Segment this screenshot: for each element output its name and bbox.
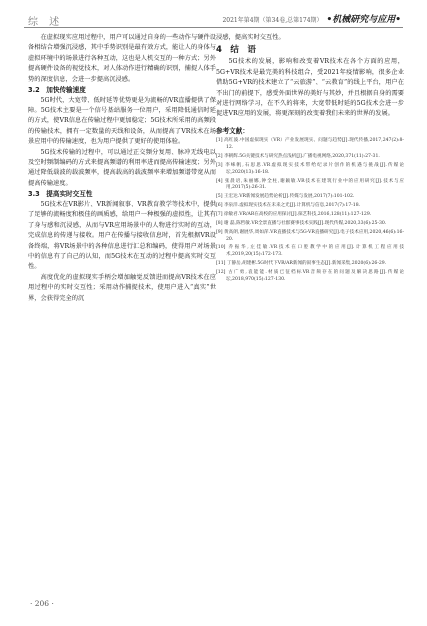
paragraph: 5G技术的发展，影响和改变着VR技术在各个方面的应用，5G+VR技术是最完美的科技组合，受2021年疫情影响，很多企业借助5G+VR的技术建立了“云旅游”、“云教育”的线上平台，用户在不出门的前提下，感受外面世界的美好与其妙，并且根据自身的需要对进行网络学习，在不久的将来，大宽带低时延的5G技术会进一步促进VR应用的发展，将更深刻的改变着我们未来的世界的发展。 <box>216 58 404 118</box>
running-header-journal <box>222 12 401 25</box>
header-rule <box>24 27 403 28</box>
reference-item: [11] 丁静岳,胡建彬.5G时代下VR/AR新闻的叙事生态[J].新闻采集,2020(6):26-29. <box>216 261 387 267</box>
reference-item: [6] 李泉洋.虚拟现实技术在未来之光[J].计算机与信息,2017(7):17-18. <box>216 203 361 209</box>
reference-item: [12] 古广勇,袁能能.材质已征档标VR音频存在的问题及解决思路[J].传媒论坛,2018,970(15):127-130. <box>216 270 404 282</box>
paragraph: 高度优化的虚拟现实手柄会增加触觉反馈进而提高VR技术在应用过程中的实时交互性；采用动作捕捉技术，使用户进入“真实”世界，会获得完全的沉 <box>28 273 216 302</box>
reference-item: [4] 张晨语,朱丽娜,钟全柱,谢颖敏.VR技术在建筑行业中的应用研究[J].技术与应用,2017(5):26-31. <box>216 178 404 191</box>
reference-item: [7] 徐敏君.VR/AR在高校的应用探讨[J].探艺科技,2016,128(11):127-129. <box>216 211 372 217</box>
left-column <box>28 33 216 304</box>
reference-item: [5] 王宏达.VR新闻发展趋势论析[J].传媒与发展,2017(7):101-102. <box>216 194 355 200</box>
paragraph: 浸感，提高实时交互性。 <box>216 34 285 41</box>
paragraph: 5G技术在VR影片、VR新闻叙事、VR教育教学等技术中，提供了足够的流畅度和极佳的画质感，给用户一种极强的虚拟性，让其有了身与感和沉浸感，从而与VR应用场景中的人物进行实时的互动，完成信息的传递与接收。用户在传播与接收信息时，首先根据VR设备终端，将VR场景中的各种信息进行汇总和编码，使得用户对场景中的信息有了自己的认知，而5G技术在互动的过程中提高实时交互性。 <box>28 200 216 271</box>
reference-item: [2] 李朝辉.5G关键技术与研究热点浅析[J].广播电视网络,2020,371(11):27-31. <box>216 153 380 159</box>
reference-item: [8] 谢 磊,陈哲敏.VR全景直播与社群赛事技术实践[J].现代传媒,2020,33(6):25-30. <box>216 220 387 226</box>
reference-list <box>216 138 404 283</box>
reference-item: [1] 高红波.中国虚拟现实（VR）产业发展现实、问题与趋势[J].现代传播,2017,247(2):8-12. <box>216 138 404 151</box>
paragraph: 5G技术传输的过程中，可以通过正交频分复用、脉冲无线电以及空时频制编码的方式来提高频谱的利用率进而提高传输速度；另外通过降低载波的载波频率，提高载高的载波频率来增加频谱带宽从而提高传输速度。 <box>28 148 216 187</box>
reference-item: [9] 黄高朗,谢展华,周如萍.VR直播技术与5G-VR直播研究[J].电子技术应用,2020,46(6):16-20. <box>216 229 404 242</box>
section-heading-3-3: 3.3 提高实时交互性 <box>28 190 93 199</box>
page-number: · 206 · <box>30 599 54 608</box>
right-column <box>216 33 404 286</box>
section-heading-3-2: 3.2 加快传输速度 <box>28 86 86 95</box>
section-heading-4: 4 结 语 <box>216 45 256 56</box>
paragraph: 在虚拟现实应用过程中，用户可以通过自身的一些动作与硬件设备相结合增强沉浸感，其中手势识别是最有效方式，能让人的身体与虚拟环境中的场景进行各种互动，这也是人机交互的一种方式；另外提高硬件设备的视觉技术，对人体动作进行精确的识别，捕捉人体手势的深度信息，会进一步提高沉浸感。 <box>28 34 216 83</box>
reference-item: [10] 乔振华,左佳敏.VR技术在口腔教学中的应用[J].计算机工程应用技术,2019,20(15):172-173. <box>216 245 404 258</box>
references-heading: 参考文献： <box>216 126 249 135</box>
running-header-section: 综 述 <box>28 17 64 28</box>
issue-info: 2021年第4期（第34卷,总第174期） <box>222 17 323 24</box>
paragraph: 5G时代，大宽带、低时延等优势更是为流畅的VR直播提供了保障。5G技术主要是一个信号基站服务一位用户，采用降低通信时延的方式，使VR信息在传输过程中更加稳定；5G技术所采用的高频段的传输技术，拥有一定数量的天线和设备，从而提高了VR技术在场景应用中的传输速度，也为用户提供了更好的使用体验。 <box>28 96 216 146</box>
reference-item: [3] 李崃帆,石思思.VR虚拟现实技术带给纪录片创作的机遇与挑战[J].传媒论坛,2020(13):16-18. <box>216 162 404 175</box>
journal-title: •机械研究与应用• <box>326 15 401 25</box>
